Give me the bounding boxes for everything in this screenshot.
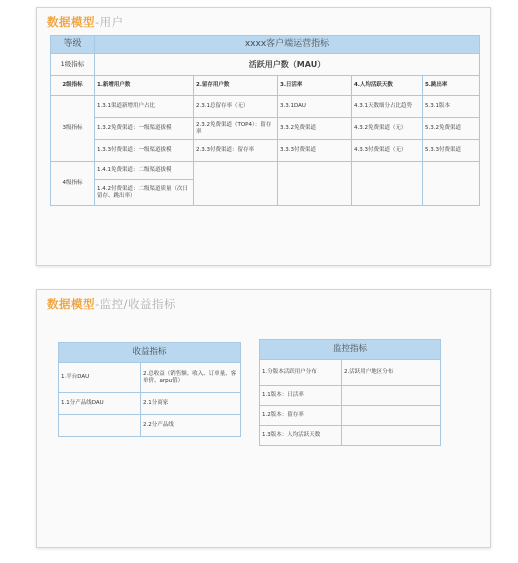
table-cell: 5.3.2免费渠道 — [423, 118, 480, 140]
level2-row — [51, 76, 480, 96]
level1-row — [51, 54, 480, 76]
level1-label: 1级指标 — [51, 54, 95, 76]
table-row — [260, 406, 441, 426]
table-cell: 2.3.3付费渠道：留存率 — [194, 140, 278, 162]
level4-row — [51, 162, 480, 180]
user-metrics-table — [50, 35, 480, 206]
table-cell: 3.3.1DAU — [278, 96, 352, 118]
revenue-metrics-table — [58, 342, 241, 437]
level2-label: 2级指标 — [51, 76, 95, 96]
table-cell: 1.3.3付费渠道：一级渠道拔模 — [95, 140, 194, 162]
table-row — [260, 426, 441, 446]
table-cell: 2.2分产品线 — [141, 415, 241, 437]
table-cell: 4.3.2免费渠道（无） — [352, 118, 423, 140]
level3-row — [51, 96, 480, 118]
table-cell — [342, 426, 441, 446]
table-cell: 5.3.1版本 — [423, 96, 480, 118]
table-cell: 1.1分产品线DAU — [59, 393, 141, 415]
table-row — [59, 415, 241, 437]
table-cell: 5.跳出率 — [423, 76, 480, 96]
table-cell — [194, 162, 278, 206]
table-cell: 1.3.1渠道新增用户占比 — [95, 96, 194, 118]
table-cell: 2.活跃用户地区分布 — [342, 360, 441, 386]
monitor-metrics-table — [259, 339, 441, 446]
table-cell: 3.日活率 — [278, 76, 352, 96]
level3-row — [51, 140, 480, 162]
table-row — [59, 363, 241, 393]
table-row — [59, 393, 241, 415]
title-accent: 数据模型 — [47, 15, 95, 29]
table-cell — [352, 162, 423, 206]
table-cell: 2.3.2免费渠道（TOP4）：留存率 — [194, 118, 278, 140]
table-row — [260, 386, 441, 406]
level4-label: 4级指标 — [51, 162, 95, 206]
user-model-title — [47, 14, 124, 30]
monitor-header: 监控指标 — [260, 340, 441, 360]
table-cell: 4.3.1天数细分占比趋势 — [352, 96, 423, 118]
header-level-label: 等级 — [51, 36, 95, 54]
table-cell: 4.3.3付费渠道（无） — [352, 140, 423, 162]
table-cell — [278, 162, 352, 206]
table-cell — [59, 415, 141, 437]
table-cell: 5.3.3付费渠道 — [423, 140, 480, 162]
table-cell: 1.3.2免费渠道：一级渠道拔模 — [95, 118, 194, 140]
title-accent: 数据模型 — [47, 297, 95, 311]
table-cell: 2.留存用户数 — [194, 76, 278, 96]
table-cell: 1.2版本：留存率 — [260, 406, 342, 426]
monitor-revenue-title — [47, 296, 176, 312]
revenue-header: 收益指标 — [59, 343, 241, 363]
table-row — [260, 360, 441, 386]
table-header-row — [51, 36, 480, 54]
table-cell: 2.1分商家 — [141, 393, 241, 415]
table-cell: 1.新增用户数 — [95, 76, 194, 96]
table-cell: 1.4.1免费渠道：二级渠道拔模 — [95, 162, 194, 180]
title-rest: -用户 — [95, 15, 124, 29]
table-cell: 3.3.2免费渠道 — [278, 118, 352, 140]
table-cell: 1.分版本活跃用户分布 — [260, 360, 342, 386]
table-cell — [342, 406, 441, 426]
level3-label: 3级指标 — [51, 96, 95, 162]
table-cell — [342, 386, 441, 406]
level1-value: 活跃用户数（MAU） — [95, 54, 480, 76]
table-cell: 1.4.2付费渠道：二级渠道质量（次日留存、跳出率） — [95, 180, 194, 206]
user-model-card — [36, 7, 491, 266]
table-cell: 2.总收益（销售额、收入、订单量、客单价、arpu值） — [141, 363, 241, 393]
header-title: xxxx客户端运营指标 — [95, 36, 480, 54]
table-cell: 4.人均活跃天数 — [352, 76, 423, 96]
table-cell: 1.3版本：人均活跃天数 — [260, 426, 342, 446]
table-header-row — [260, 340, 441, 360]
title-rest: -监控/收益指标 — [95, 297, 177, 311]
table-cell: 3.3.3付费渠道 — [278, 140, 352, 162]
table-cell: 2.3.1总留存率（无） — [194, 96, 278, 118]
table-cell — [423, 162, 480, 206]
table-cell: 1.平台DAU — [59, 363, 141, 393]
level3-row — [51, 118, 480, 140]
table-header-row — [59, 343, 241, 363]
table-cell: 1.1版本：日活率 — [260, 386, 342, 406]
monitor-revenue-card — [36, 289, 491, 548]
